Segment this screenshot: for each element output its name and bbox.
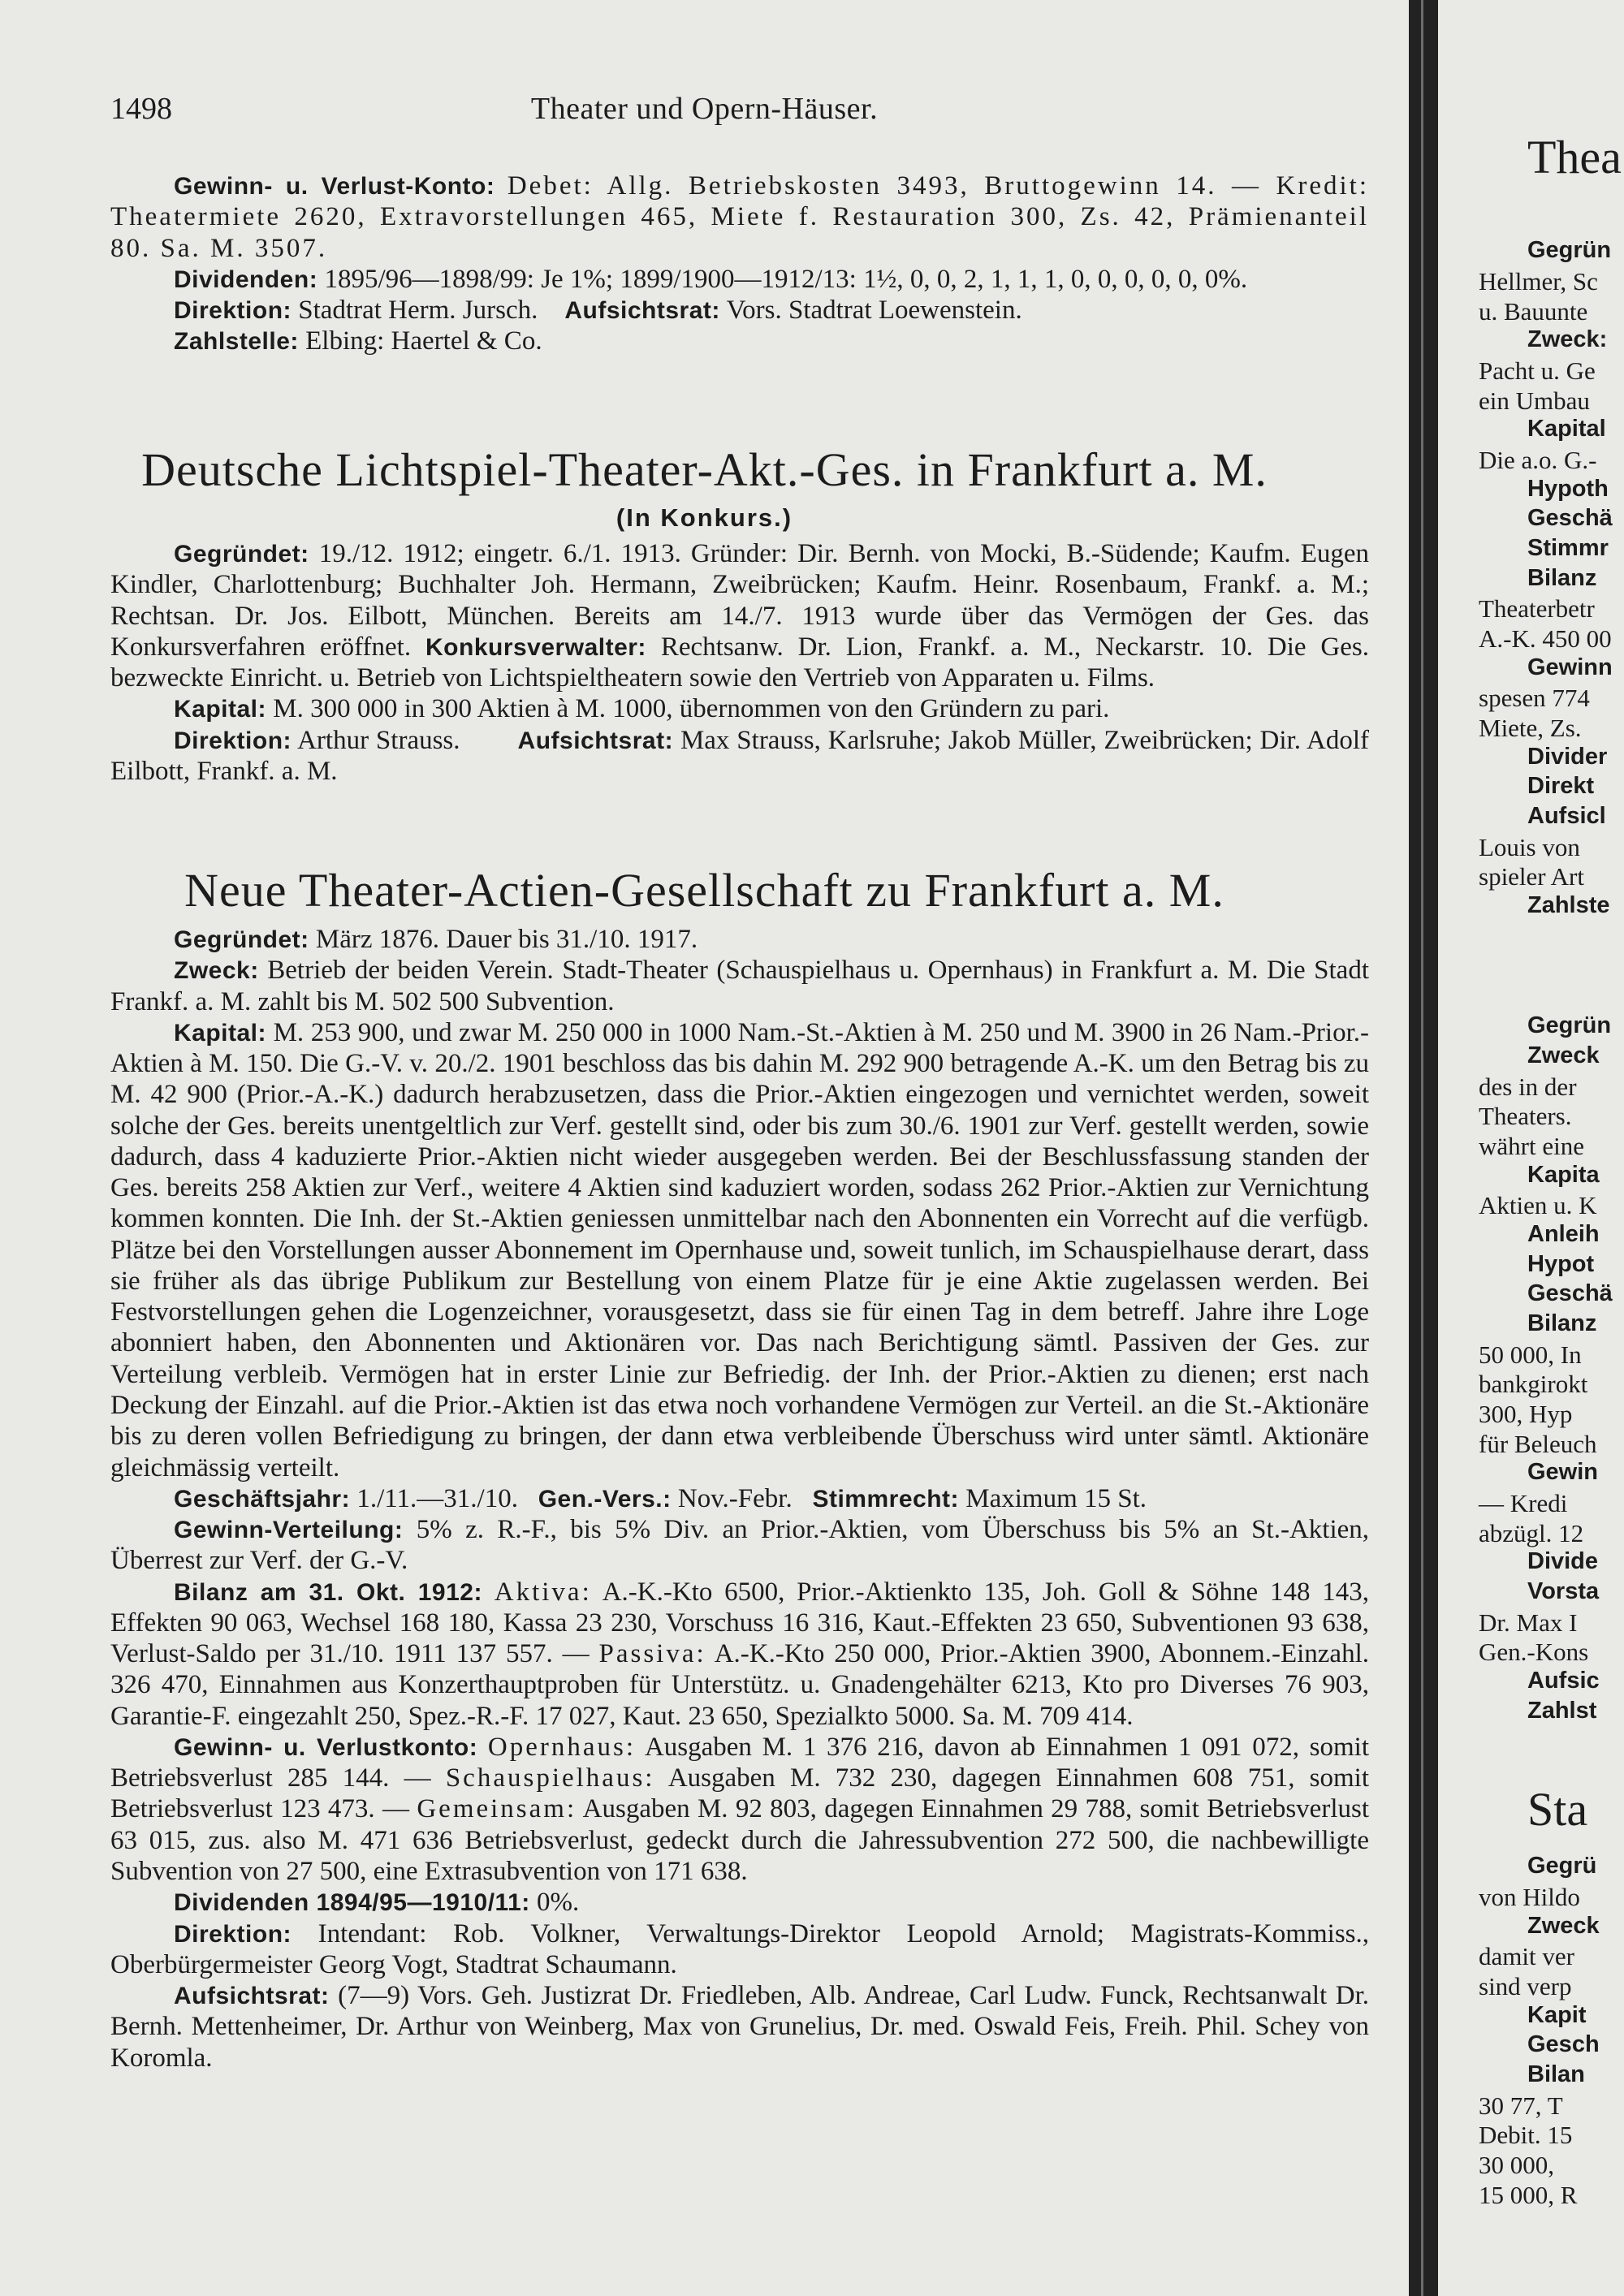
nt-direktion-text: Intendant: Rob. Volkner, Verwaltungs-Direktor Leopold Arnold; Magistrats-Kommiss., Oberbürgermeister Georg Vogt, Stadtrat Schaumann. — [110, 1918, 1370, 1979]
top-direktion-paragraph — [110, 295, 1369, 326]
right-fragment-line: Aufsic — [1527, 1668, 1600, 1694]
right-fragment-line: 50 000, In — [1479, 1340, 1582, 1369]
nt-geschaeftsjahr-text: 1./11.—31./10. — [356, 1483, 518, 1513]
nt-dividenden-label: Dividenden 1894/95—1910/11: — [174, 1889, 530, 1917]
top-aufsichtsrat-text: Vors. Stadtrat Loewenstein. — [726, 296, 1022, 326]
top-gewinn-paragraph — [110, 170, 1369, 264]
top-aufsichtsrat-label: Aufsichtsrat: — [564, 297, 720, 325]
right-fragment-line: Bilanz — [1527, 1310, 1597, 1336]
nt-direktion-paragraph — [110, 1918, 1369, 1981]
nt-kapital-text: M. 253 900, und zwar M. 250 000 in 1000 Nam.-St.-Aktien à M. 250 und M. 3900 in 26 Nam.-Prior.-Aktien à M. 150. Die G.-V. v. 20./2. 1901 beschloss das bis dahin M. 292 900 betragende A.-K. um den Betrag bis zu M. 42 900 (Prior.-A.-K.) dadurch herabzusetzen, dass die Prior.-Aktien eingezogen und vernichtet werden, soweit solche der Ges. bereits unentgeltlich zur Verf. gestellt sind, oder bis zum 30./6. 1901 zur Verf. gestellt werden, sowie dadurch, dass 4 kaduzierte Prior.-Aktien nicht wieder ausgegeben werden. Bei der Beschlussfassung standen der Ges. bereits 258 Aktien zur Verf., weitere 4 Aktien sind kaduziert worden, sodass 262 Prior.-Aktien zur Vernichtung kommen konnten. Die Inh. der St.-Aktien geniessen unmittelbar nach den Abonnenten ein Vorrecht auf die verfügb. Plätze bei den Vorstellungen ausser Abonnement im Opernhause und, soweit tunlich, im Schauspielhause derart, dass sie früher als das übrige Publikum zur Bestellung von einem Platze für je eine Aktie zugelassen werden. Bei Festvorstellungen gehen die Logenzeichner, vorausgesetzt, dass sie für einen Tag in dem betreff. Jahre ihre Loge abonniert haben, den Abonnenten und Aktionären vor. Das nach Berichtigung sämtl. Passiven der Ges. zur Verteilung verbleib. Vermögen hat in erster Linie zur Befriedig. der Inh. der Prior.-Aktien zu dienen; erst nach Deckung der Einzahl. auf die Prior.-Aktien ist das etwa noch vorhandene Vermögen zur Verteil. an die St.-Aktionäre bis zu deren vollen Befriedigung zu bringen, der dann etwa verbleibende Überschuss wird unter sämtl. Aktionäre gleichmässig verteilt. — [110, 1017, 1369, 1482]
lichtspiel-title: Deutsche Lichtspiel-Theater-Akt.-Ges. in Frankfurt a. M. — [141, 443, 1268, 496]
nt-aufsichtsrat-paragraph — [110, 1980, 1369, 2074]
right-fragment-line: spesen 774 — [1479, 684, 1590, 712]
lichtspiel-gegruendet-text: 19./12. 1912; eingetr. 6./1. 1913. Gründer: Dir. Bernh. von Mocki, B.-Südende; Kaufm. Eugen Kindler, Charlottenburg; Buchhalter Joh. Hermann, Zweibrücken; Kaufm. Heinr. Rosenbaum, Frankf. a. M.; Rechtsan. Dr. Jos. Eilbott, München. Bereits am 14./7. 1913 wurde über das Vermögen der Ges. das Konkursverfahren eröffnet. — [110, 539, 1369, 662]
lichtspiel-aufsichtsrat-label: Aufsichtsrat: — [517, 727, 674, 754]
lichtspiel-direktion-label: Direktion: — [174, 727, 292, 754]
top-dividenden-text: 1895/96—1898/99: Je 1%; 1899/1900—1912/13: 1½, 0, 0, 2, 1, 1, 1, 0, 0, 0, 0, 0, 0%. — [324, 264, 1248, 294]
right-fragment-line: währt eine — [1479, 1132, 1584, 1160]
nt-aufsichtsrat-text: (7—9) Vors. Geh. Justizrat Dr. Friedleben, Alb. Andreae, Carl Ludw. Funck, Rechtsanwalt Dr. Bernh. Mettenheimer, Dr. Arthur von Weinberg, Max von Grunelius, Dr. med. Oswald Feis, Freih. Phil. Schey von Koromla. — [110, 1981, 1369, 2073]
running-title: Theater und Opern-Häuser. — [530, 92, 879, 126]
page-number: 1498 — [110, 92, 172, 126]
right-fragment-line: von Hildo — [1479, 1883, 1580, 1911]
right-fragment-line: Hellmer, Sc — [1479, 267, 1598, 296]
right-fragment-line: — Kredi — [1479, 1489, 1568, 1517]
nt-gewinn-verteilung-label: Gewinn-Verteilung: — [174, 1517, 404, 1544]
top-gewinn-text: Debet: Allg. Betriebskosten 3493, Bruttogewinn 14. — Kredit: Theatermiete 2620, Extravorstellungen 465, Miete f. Restauration 300, Zs. 42, Prämienanteil 80. Sa. M. 3507. — [110, 171, 1370, 263]
right-heading-1: Thea — [1527, 131, 1622, 183]
nt-gen-vers-label: Gen.-Vers.: — [538, 1485, 672, 1513]
right-fragment-line: Geschä — [1527, 1280, 1613, 1306]
nt-gewinn-verteilung-text: 5% z. R.-F., bis 5% Div. an Prior.-Aktien, vom Überschuss bis 5% an St.-Aktien, Überrest zur Verf. der G.-V. — [110, 1515, 1370, 1576]
right-fragment-line: Divider — [1527, 744, 1608, 770]
nt-passiva-word: Passiva: — [598, 1639, 706, 1669]
right-fragment-line: Zweck — [1527, 1913, 1600, 1939]
top-direktion-text: Stadtrat Herm. Jursch. — [298, 296, 538, 326]
right-fragment-line: Gesch — [1527, 2031, 1600, 2057]
lichtspiel-kapital-text: M. 300 000 in 300 Aktien à M. 1000, übernommen von den Gründern zu pari. — [273, 694, 1110, 724]
right-fragment-line: Theaters. — [1479, 1102, 1572, 1130]
lichtspiel-subtitle: (In Konkurs.) — [615, 503, 793, 532]
nt-gewinn-verlust-paragraph — [110, 1732, 1369, 1887]
right-fragment-line: Zweck: — [1527, 326, 1608, 352]
right-fragment-line: Direkt — [1527, 773, 1595, 799]
right-fragment-line: Geschä — [1527, 505, 1613, 531]
right-fragment-line: Theaterbetr — [1479, 594, 1595, 623]
top-dividenden-label: Dividenden: — [174, 265, 318, 293]
gutter-edge — [1421, 0, 1423, 2296]
right-heading-2: Sta — [1527, 1783, 1588, 1836]
neue-theater-entry — [110, 924, 1369, 2074]
right-fragment-line: spieler Art — [1479, 862, 1584, 891]
lichtspiel-direktion-paragraph — [110, 725, 1369, 788]
top-direktion-label: Direktion: — [174, 297, 292, 325]
lichtspiel-gegruendet-paragraph — [110, 538, 1369, 693]
nt-opern-text: Ausgaben M. 1 376 216, davon ab Einnahmen 1 091 072, somit Betriebsverlust 285 144. — — [110, 1732, 1369, 1793]
nt-stimmrecht-label: Stimmrecht: — [812, 1485, 960, 1513]
nt-gemein-word: Gemeinsam: — [417, 1794, 577, 1824]
right-fragment-line: A.-K. 450 00 — [1479, 624, 1612, 653]
right-fragment-line: Gegrün — [1527, 1012, 1612, 1038]
nt-dividenden-text: 0%. — [537, 1888, 580, 1918]
lichtspiel-konkursverwalter-text: Rechtsanw. Dr. Lion, Frankf. a. M., Neckarstr. 10. Die Ges. bezweckte Einricht. u. Betrieb von Lichtspieltheatern sowie den Vertrieb von Apparaten u. Films. — [110, 632, 1369, 693]
right-fragment-line: bankgirokt — [1479, 1370, 1588, 1398]
top-dividenden-paragraph — [110, 264, 1369, 295]
right-fragment-line: abzügl. 12 — [1479, 1519, 1584, 1547]
right-fragment-line: Gegrü — [1527, 1853, 1597, 1879]
right-fragment-line: Divide — [1527, 1548, 1599, 1574]
lichtspiel-kapital-label: Kapital: — [174, 696, 267, 723]
right-fragment-line: Kapit — [1527, 2002, 1587, 2028]
nt-bilanz-label: Bilanz am 31. Okt. 1912: — [174, 1578, 482, 1606]
nt-geschaeftsjahr-label: Geschäftsjahr: — [174, 1485, 351, 1513]
right-fragment-line: Gegrün — [1527, 237, 1612, 263]
nt-passiva-text: A.-K.-Kto 250 000, Prior.-Aktien 3900, Abonnem.-Einzahl. 326 470, Einnahmen aus Konzerthauptproben für Unterstütz. u. Gnadengehälter 6213, Kto pro Diverses 76 903, Garantie-F. eingezahlt 250, Spez.-R.-F. 17 027, Kaut. 23 650, Spezialkto 5000. Sa. M. 709 414. — [110, 1639, 1369, 1731]
nt-schau-word: Schauspielhaus: — [445, 1763, 655, 1793]
nt-zweck-paragraph — [110, 955, 1369, 1017]
lichtspiel-kapital-paragraph — [110, 693, 1369, 724]
right-fragment-line: Hypot — [1527, 1251, 1595, 1277]
nt-aufsichtsrat-label: Aufsichtsrat: — [174, 1983, 330, 2010]
nt-opern-word: Opernhaus: — [487, 1732, 637, 1762]
right-fragment-line: Die a.o. G.- — [1479, 446, 1597, 474]
nt-zweck-label: Zweck: — [174, 957, 259, 985]
top-entry — [110, 170, 1369, 357]
right-fragment-line: Zahlste — [1527, 892, 1610, 918]
right-fragment-line: Hypoth — [1527, 476, 1609, 502]
lichtspiel-konkursverwalter-label: Konkursverwalter: — [425, 633, 646, 661]
right-fragment-line: Bilan — [1527, 2061, 1585, 2087]
nt-kapital-paragraph — [110, 1017, 1369, 1483]
right-fragment-line: Gen.-Kons — [1479, 1638, 1589, 1666]
lichtspiel-direktion-text: Arthur Strauss. — [297, 725, 460, 755]
top-zahlstelle-paragraph — [110, 326, 1369, 356]
right-fragment-line: Kapital — [1527, 416, 1606, 442]
right-fragment-line: Miete, Zs. — [1479, 714, 1582, 742]
right-fragment-line: Pacht u. Ge — [1479, 356, 1596, 385]
nt-gewinn-verteilung-paragraph — [110, 1514, 1369, 1577]
right-fragment-line: Louis von — [1479, 833, 1580, 861]
right-fragment-line: Zahlst — [1527, 1698, 1597, 1724]
right-fragment-line: Kapita — [1527, 1162, 1600, 1188]
right-page-fragment — [1438, 0, 1624, 2296]
lichtspiel-gegruendet-label: Gegründet: — [174, 541, 309, 568]
nt-stimmrecht-text: Maximum 15 St. — [965, 1483, 1147, 1513]
right-fragment-line: Aktien u. K — [1479, 1191, 1597, 1219]
right-fragment-line: Vorsta — [1527, 1578, 1600, 1604]
nt-aktiva-word: Aktiva: — [494, 1577, 592, 1607]
lichtspiel-entry — [110, 538, 1369, 787]
right-fragment-line: 30 77, T — [1479, 2091, 1563, 2120]
right-fragment-line: Stimmr — [1527, 535, 1609, 561]
right-fragment-line: sind verp — [1479, 1972, 1572, 2000]
nt-gen-vers-text: Nov.-Febr. — [677, 1483, 793, 1513]
right-fragment-line: damit ver — [1479, 1942, 1574, 1970]
right-fragment-line: für Beleuch — [1479, 1430, 1597, 1458]
nt-direktion-label: Direktion: — [174, 1920, 292, 1948]
right-fragment-line: 15 000, R — [1479, 2181, 1578, 2209]
right-fragment-line: 300, Hyp — [1479, 1400, 1573, 1428]
nt-dividenden-paragraph — [110, 1887, 1369, 1918]
top-zahlstelle-label: Zahlstelle: — [174, 328, 299, 356]
right-fragment-line: Aufsicl — [1527, 803, 1606, 829]
nt-gegruendet-paragraph — [110, 924, 1369, 955]
nt-gegruendet-text: März 1876. Dauer bis 31./10. 1917. — [315, 925, 698, 954]
neue-theater-title: Neue Theater-Actien-Gesellschaft zu Frankfurt a. M. — [184, 864, 1224, 917]
nt-kapital-label: Kapital: — [174, 1019, 267, 1047]
nt-aktiva-text: A.-K.-Kto 6500, Prior.-Aktienkto 135, Joh. Goll & Söhne 148 143, Effekten 90 063, Wechsel 168 180, Kassa 23 230, Vorschuss 16 316, Kaut.-Effekten 23 650, Subventionen 93 638, Verlust-Saldo per 31./10. 1911 137 557. — — [110, 1577, 1370, 1669]
lichtspiel-aufsichtsrat-text: Max Strauss, Karlsruhe; Jakob Müller, Zweibrücken; Dir. Adolf Eilbott, Frankf. a. M. — [110, 725, 1369, 786]
right-fragment-line: Gewinn — [1527, 654, 1613, 680]
right-fragment-line: Dr. Max I — [1479, 1608, 1578, 1637]
right-fragment-line: u. Bauunte — [1479, 297, 1588, 326]
right-fragment-line: ein Umbau — [1479, 386, 1590, 415]
nt-geschaeftsjahr-paragraph — [110, 1483, 1369, 1514]
right-fragment-line: des in der — [1479, 1072, 1577, 1101]
right-fragment-line: Debit. 15 — [1479, 2121, 1573, 2149]
nt-gegruendet-label: Gegründet: — [174, 926, 309, 953]
right-fragment-line: 30 000, — [1479, 2151, 1554, 2179]
nt-gemein-text: Ausgaben M. 92 803, dagegen Einnahmen 29 788, somit Betriebsverlust 63 015, zus. also M. 471 636 Betriebsverlust, gedeckt durch die Jahressubvention 272 500, die nachbewilligte Subvention von 27 500, eine Extrasubvention von 171 638. — [110, 1794, 1369, 1886]
top-zahlstelle-text: Elbing: Haertel & Co. — [305, 326, 542, 356]
nt-schau-text: Ausgaben M. 732 230, dagegen Einnahmen 608 751, somit Betriebsverlust 123 473. — — [110, 1763, 1370, 1824]
right-fragment-line: Zweck — [1527, 1042, 1600, 1068]
nt-gewinn-verlust-label: Gewinn- u. Verlustkonto: — [174, 1733, 478, 1761]
right-fragment-line: Anleih — [1527, 1221, 1600, 1247]
nt-zweck-text: Betrieb der beiden Verein. Stadt-Theater (Schauspielhaus u. Opernhaus) in Frankfurt a. M. Die Stadt Frankf. a. M. zahlt bis M. 502 500 Subvention. — [110, 956, 1369, 1016]
right-fragment-line: Gewin — [1527, 1459, 1599, 1485]
nt-bilanz-paragraph — [110, 1577, 1369, 1732]
page-gutter — [1409, 0, 1438, 2296]
top-gewinn-label: Gewinn- u. Verlust-Konto: — [174, 173, 495, 200]
right-fragment-line: Bilanz — [1527, 565, 1597, 591]
